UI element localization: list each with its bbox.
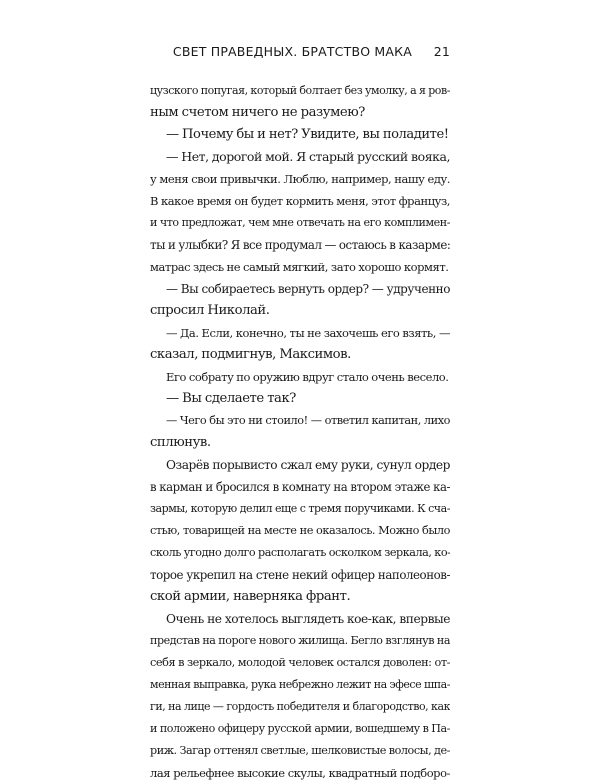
text-line: — Да. Если, конечно, ты не захочешь его взять, — — [166, 326, 450, 340]
text-line: — Вы сделаете так? — [166, 391, 296, 406]
text-line: и положено офицеру русской армии, вошедшему в Па- — [150, 722, 450, 735]
text-line: — Вы собираетесь вернуть ордер? — удрученно — [166, 282, 450, 296]
text-line: Озарёв порывисто сжал ему руки, сунул ордер — [166, 458, 450, 472]
text-column — [150, 80, 450, 784]
text-line: сколь угодно долго располагать осколком зеркала, ко- — [150, 546, 450, 559]
text-line: сказал, подмигнув, Максимов. — [150, 347, 351, 362]
text-line: лая рельефнее высокие скулы, квадратный подборо- — [150, 766, 450, 780]
page-number: 21 — [433, 44, 450, 59]
text-line: ской армии, наверняка франт. — [150, 589, 351, 604]
body-text — [150, 80, 450, 784]
running-head-title: СВЕТ ПРАВЕДНЫХ. БРАТСТВО МАКА — [172, 44, 412, 59]
text-line: риж. Загар оттенял светлые, шелковистые волосы, де- — [150, 744, 450, 757]
text-line: В какое время он будет кормить меня, этот француз, — [150, 194, 450, 208]
text-line: стью, товарищей на месте не оказалось. Можно было — [150, 524, 450, 537]
text-line: себя в зеркало, молодой человек остался доволен: от- — [150, 656, 450, 669]
text-line: менная выправка, рука небрежно лежит на эфесе шпа- — [150, 678, 450, 691]
text-line: и что предложат, чем мне отвечать на его комплимен- — [150, 216, 450, 229]
text-line: в карман и бросился в комнату на втором этаже ка- — [150, 480, 450, 494]
text-line: представ на пороге нового жилища. Бегло взглянув на — [150, 634, 450, 647]
running-head — [150, 44, 450, 64]
text-line: у меня свои привычки. Люблю, например, нашу еду. — [150, 172, 450, 186]
text-line: матрас здесь не самый мягкий, зато хорошо кормят. — [150, 260, 449, 274]
text-line: Очень не хотелось выглядеть кое-как, впервые — [166, 612, 450, 626]
text-line: — Чего бы это ни стоило! — ответил капитан, лихо — [166, 414, 450, 427]
text-line: ным счетом ничего не разумею? — [150, 105, 365, 120]
text-line: торое укрепил на стене некий офицер наполеонов- — [150, 568, 450, 582]
text-line: — Нет, дорогой мой. Я старый русский вояка, — [166, 149, 450, 164]
text-line: ты и улыбки? Я все продумал — остаюсь в казарме: — [150, 238, 450, 252]
text-line: зармы, которую делил еще с тремя поручиками. К сча- — [150, 502, 450, 515]
text-line: Его собрату по оружию вдруг стало очень весело. — [166, 370, 449, 384]
text-line: сплюнув. — [150, 435, 211, 450]
text-line: ги, на лице — гордость победителя и благородство, как — [150, 700, 450, 713]
text-line: — Почему бы и нет? Увидите, вы поладите! — [166, 127, 449, 142]
text-line: цузского попугая, который болтает без умолку, а я ров- — [150, 84, 450, 97]
text-line: спросил Николай. — [150, 303, 270, 318]
